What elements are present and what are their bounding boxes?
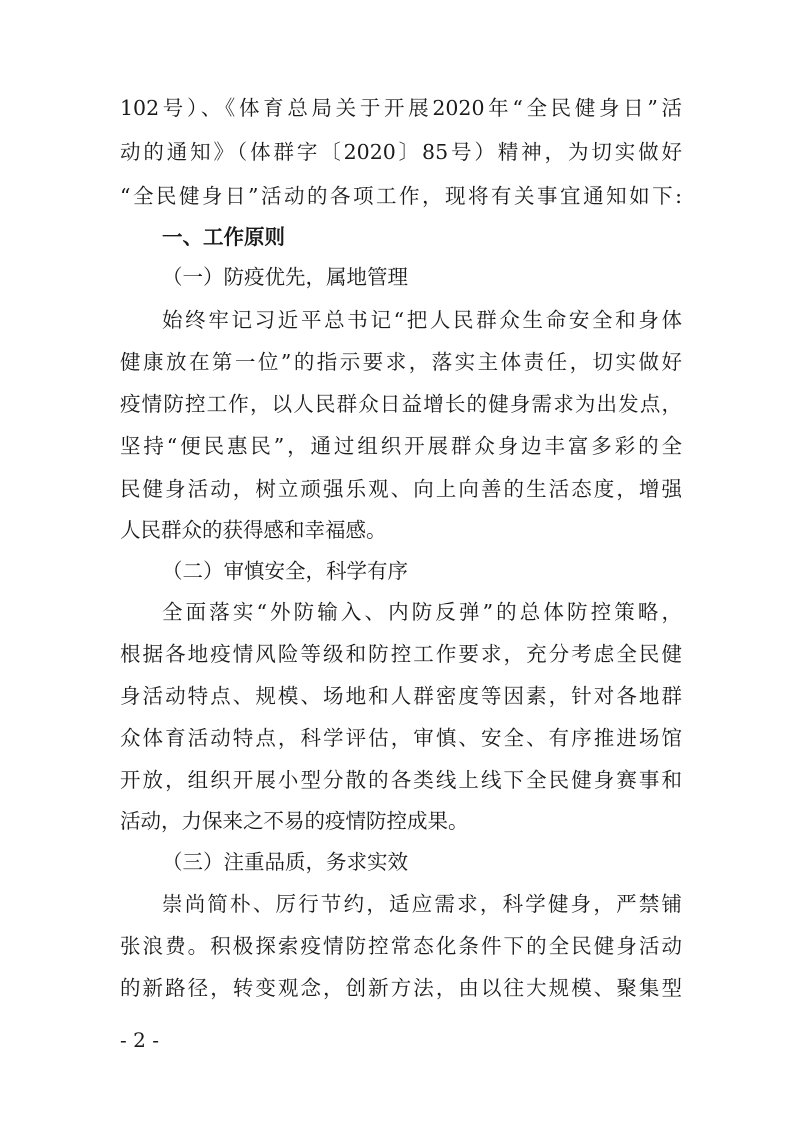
body-line: 活动，力保来之不易的疫情防控成果。 [120, 809, 469, 833]
body-line: 健康放在第一位”的指示要求，落实主体责任，切实做好 [120, 350, 682, 374]
body-line: 崇尚简朴、厉行节约，适应需求，科学健身，严禁铺 [162, 892, 682, 916]
body-line: 疫情防控工作，以人民群众日益增长的健身需求为出发点， [120, 392, 682, 416]
body-line: “全民健身日”活动的各项工作，现将有关事宜通知如下: [120, 184, 682, 208]
subsection-heading: （三）注重品质，务求实效 [162, 850, 408, 874]
body-line: 动的通知》（体群字〔2020〕85号）精神，为切实做好 [120, 140, 682, 164]
page-number: - 2 - [120, 1028, 159, 1052]
body-line: 根据各地疫情风险等级和防控工作要求，充分考虑全民健 [120, 642, 682, 666]
body-line: 众体育活动特点，科学评估，审慎、安全、有序推进场馆 [120, 726, 682, 750]
body-line: 始终牢记习近平总书记“把人民群众生命安全和身体 [162, 308, 682, 332]
body-line: 的新路径，转变观念，创新方法，由以往大规模、聚集型 [120, 976, 682, 1000]
subsection-heading: （一）防疫优先，属地管理 [162, 265, 408, 289]
body-line: 开放，组织开展小型分散的各类线上线下全民健身赛事和 [120, 768, 682, 792]
body-line: 102号）、《体育总局关于开展2020年“全民健身日”活 [120, 96, 682, 120]
body-line: 全面落实“外防输入、内防反弹”的总体防控策略， [162, 600, 682, 624]
body-line: 张浪费。积极探索疫情防控常态化条件下的全民健身活动 [120, 934, 682, 958]
section-heading: 一、工作原则 [162, 225, 285, 249]
subsection-heading: （二）审慎安全，科学有序 [162, 559, 408, 583]
body-line: 坚持“便民惠民”，通过组织开展群众身边丰富多彩的全 [120, 434, 682, 458]
body-line: 人民群众的获得感和幸福感。 [120, 518, 387, 542]
body-line: 身活动特点、规模、场地和人群密度等因素，针对各地群 [120, 684, 682, 708]
body-line: 民健身活动，树立顽强乐观、向上向善的生活态度，增强 [120, 477, 682, 501]
